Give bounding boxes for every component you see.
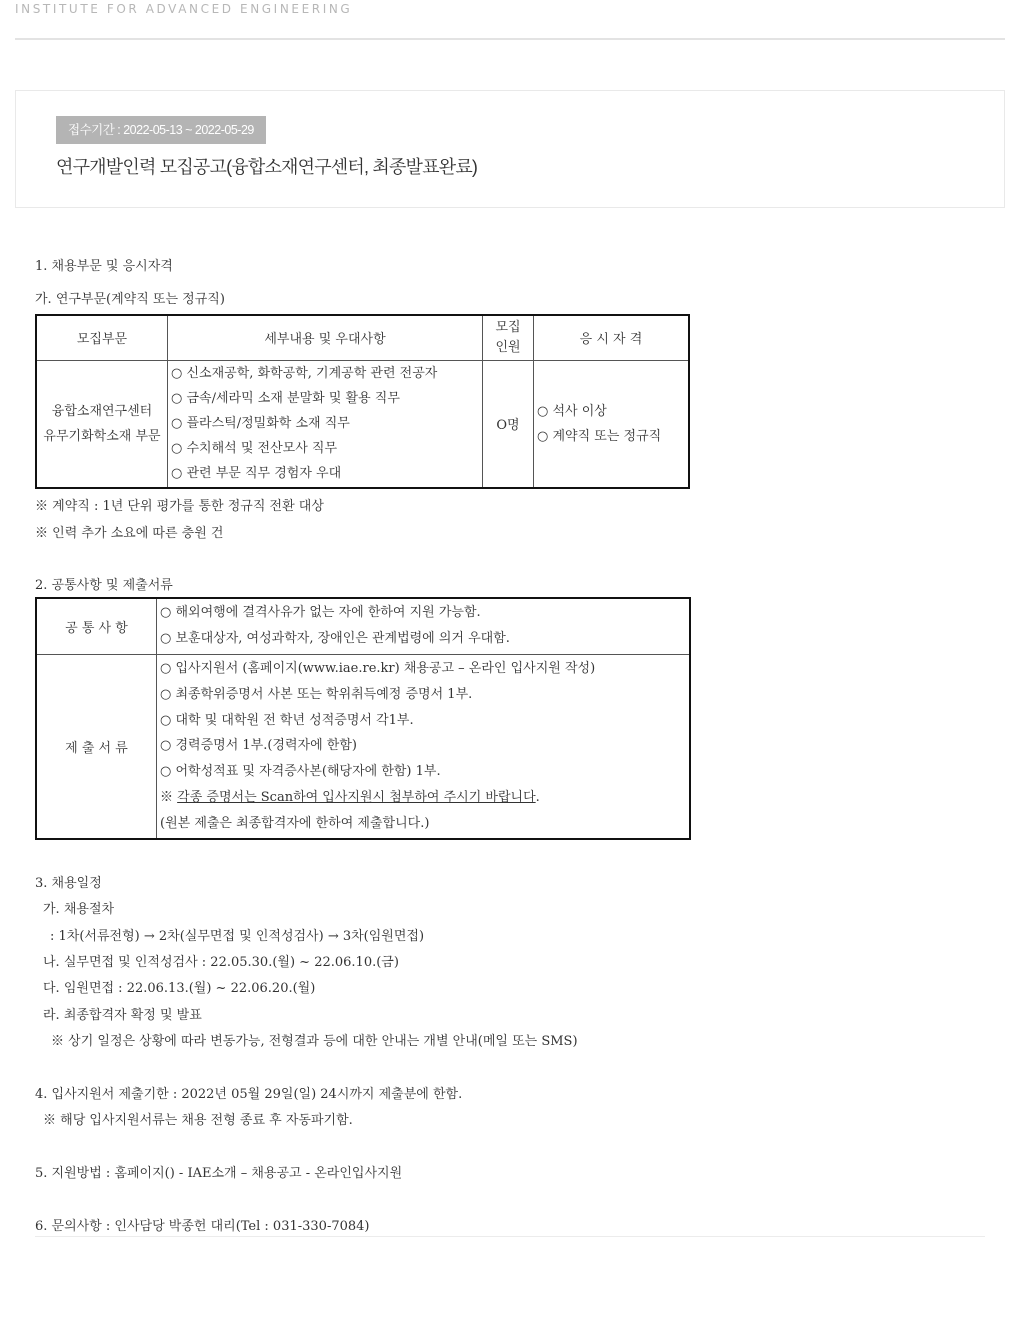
col-header-qualification: 응 시 자 격 — [534, 315, 690, 360]
note-additional: ※ 인력 추가 소요에 따른 충원 건 — [35, 526, 224, 541]
doc-scan-note-suffix: . — [535, 789, 540, 805]
detail-item: ○ 신소재공학, 화학공학, 기계공학 관련 전공자 — [171, 366, 438, 382]
count-cell: O명 — [483, 360, 534, 488]
col-header-details: 세부내용 및 우대사항 — [168, 315, 483, 360]
docs-label-cell: 제 출 서 류 — [36, 654, 157, 839]
common-item: ○ 보훈대상자, 여성과학자, 장애인은 관계법령에 의거 우대함. — [160, 631, 510, 647]
doc-scan-note-underlined: 각종 증명서는 Scan하여 입사지원시 첨부하여 주시기 바랍니다 — [177, 789, 536, 805]
schedule-line: 나. 실무면접 및 인적성검사 : 22.05.30.(월) ~ 22.06.10.(금) — [43, 955, 399, 970]
details-cell — [168, 360, 483, 488]
qualification-item: ○ 석사 이상 — [537, 403, 607, 419]
doc-scan-note-prefix: ※ — [160, 789, 178, 805]
notice-title: 연구개발인력 모집공고(융합소재연구센터, 최종발표완료) — [56, 157, 478, 177]
section4-note: ※ 해당 입사지원서류는 채용 전형 종료 후 자동파기함. — [43, 1113, 353, 1128]
common-item: ○ 해외여행에 결격사유가 없는 자에 한하여 지원 가능함. — [160, 605, 481, 621]
doc-scan-note — [157, 785, 689, 811]
schedule-line: 라. 최종합격자 확정 및 발표 — [43, 1008, 202, 1023]
detail-item: ○ 관련 부문 직무 경험자 우대 — [171, 466, 342, 482]
doc-item: ○ 대학 및 대학원 전 학년 성적증명서 각1부. — [160, 712, 414, 728]
detail-item: ○ 수치해석 및 전산모사 직무 — [171, 441, 338, 457]
qualification-cell — [534, 360, 690, 488]
section1-heading: 1. 채용부문 및 응시자격 — [35, 259, 173, 274]
recruitment-table — [35, 314, 690, 489]
col-header-count-line2: 인원 — [495, 339, 521, 355]
section2-heading: 2. 공통사항 및 제출서류 — [35, 578, 173, 593]
doc-item: ○ 입사지원서 (홈페이지(www.iae.re.kr) 채용공고 – 온라인 입사지원 작성) — [160, 660, 596, 676]
section5-heading: 5. 지원방법 : 홈페이지() - IAE소개 – 채용공고 - 온라인입사지원 — [35, 1166, 403, 1181]
col-header-count — [483, 315, 534, 360]
col-header-count-line1: 모집 — [495, 319, 521, 335]
content-divider — [35, 1236, 985, 1237]
col-header-dept: 모집부문 — [36, 315, 168, 360]
section1-subheading: 가. 연구부문(계약직 또는 정규직) — [35, 292, 225, 307]
docs-items-cell — [157, 654, 691, 839]
common-label-cell: 공 통 사 항 — [36, 598, 157, 654]
schedule-line: 다. 임원면접 : 22.06.13.(월) ~ 22.06.20.(월) — [43, 981, 316, 996]
dept-cell — [36, 360, 168, 488]
doc-item: ○ 최종학위증명서 사본 또는 학위취득예정 증명서 1부. — [160, 686, 473, 702]
requirements-table — [35, 597, 691, 840]
section4-heading: 4. 입사지원서 제출기한 : 2022년 05월 29일(일) 24시까지 제출분에 한함. — [35, 1087, 463, 1102]
doc-original-note: (원본 제출은 최종합격자에 한하여 제출합니다.) — [160, 815, 430, 831]
header-divider — [15, 38, 1005, 40]
detail-item: ○ 플라스틱/정밀화학 소재 직무 — [171, 416, 350, 432]
doc-item: ○ 경력증명서 1부.(경력자에 한함) — [160, 738, 357, 754]
common-items-cell — [157, 598, 691, 654]
notice-header — [15, 90, 1005, 208]
schedule-note: ※ 상기 일정은 상황에 따라 변동가능, 전형결과 등에 대한 안내는 개별 안내(메일 또는 SMS) — [51, 1034, 578, 1049]
detail-item: ○ 금속/세라믹 소재 분말화 및 활용 직무 — [171, 391, 400, 407]
section6-heading: 6. 문의사항 : 인사담당 박종헌 대리(Tel : 031-330-7084) — [35, 1219, 370, 1234]
dept-line-2: 유무기화학소재 부문 — [43, 428, 161, 444]
site-brand[interactable]: INSTITUTE FOR ADVANCED ENGINEERING — [15, 2, 353, 16]
qualification-item: ○ 계약직 또는 정규직 — [537, 428, 662, 444]
schedule-line: : 1차(서류전형) → 2차(실무면접 및 인적성검사) → 3차(임원면접) — [50, 929, 425, 944]
schedule-line: 가. 채용절차 — [43, 902, 115, 917]
dept-line-1: 융합소재연구센터 — [51, 403, 153, 419]
doc-item: ○ 어학성적표 및 자격증사본(해당자에 한함) 1부. — [160, 764, 441, 780]
section3-heading: 3. 채용일정 — [35, 876, 102, 891]
note-contract: ※ 계약직 : 1년 단위 평가를 통한 정규직 전환 대상 — [35, 499, 324, 514]
application-period-badge: 접수기간 : 2022-05-13 ~ 2022-05-29 — [56, 116, 266, 144]
